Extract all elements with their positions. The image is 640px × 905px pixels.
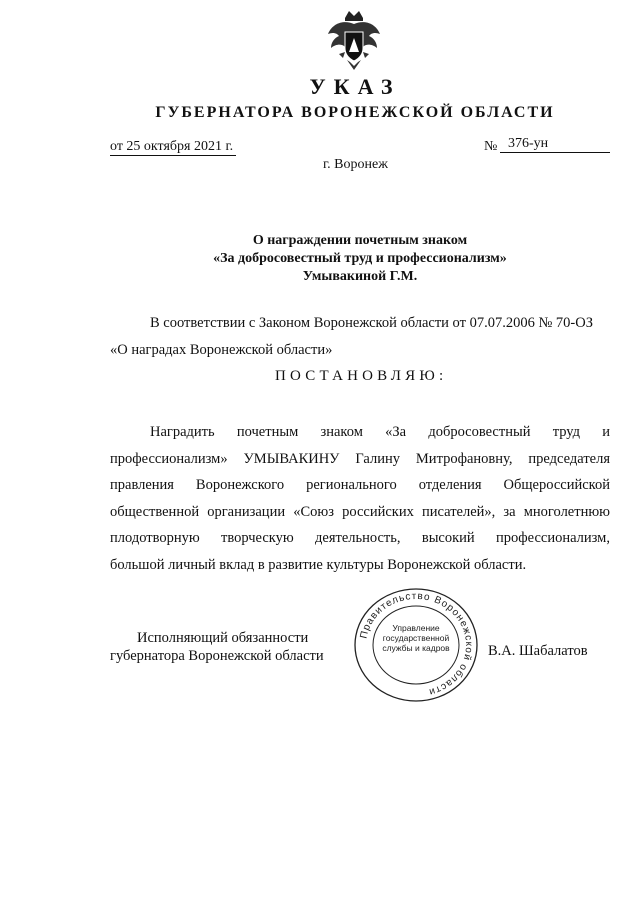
subject-line: О награждении почетным знаком [252,233,468,248]
subject-line: «За добросовестный труд и профессионализм» [213,251,507,266]
decree-date: от 25 октября 2021 г. [110,139,236,156]
signatory-position [110,629,324,665]
decree-word: ПОСТАНОВЛЯЮ: [275,368,448,384]
stamp-inner-line: службы и кадров [382,643,450,653]
document-type-title: УКАЗ [309,74,401,99]
legal-basis-line: «О наградах Воронежской области» [110,342,333,358]
body-line: общественной организации «Союз российских писателей», за многолетнюю [110,503,610,520]
stamp-inner-line: государственной [382,633,450,643]
stamp-inner-line: Управление [392,623,440,633]
signatory-position-line: губернатора Воронежской области [110,648,324,664]
body-line: Наградить почетным знаком «За добросовестный труд и [150,424,610,440]
voronezh-coat-of-arms-icon [325,8,383,76]
body-line: большой личный вклад в развитие культуры Воронежской области. [110,556,527,573]
decree-number: 376-ун [500,136,610,153]
stamp-ring-text: Правительство Воронежской области [358,590,475,698]
legal-basis-line: В соответствии с Законом Воронежской области от 07.07.2006 № 70-ОЗ [150,315,593,331]
decree-body [110,419,610,578]
stamp-inner-text [373,623,459,653]
subject-line: Умывакиной Г.М. [302,269,418,284]
body-line: правления Воронежского регионального отделения Общероссийской [110,477,610,493]
decree-number-label: № [484,139,498,154]
decree-subject [150,232,570,286]
body-line: плодотворную творческую деятельность, высокий профессионализм, [110,530,610,546]
decree-city: г. Воронеж [323,157,388,172]
body-line: профессионализм» УМЫВАКИНУ Галину Митрофановну, председателя [110,450,610,467]
signatory-name: В.А. Шабалатов [488,643,588,659]
issuer-title: ГУБЕРНАТОРА ВОРОНЕЖСКОЙ ОБЛАСТИ [155,104,555,121]
signatory-position-line: Исполняющий обязанности [137,630,309,646]
